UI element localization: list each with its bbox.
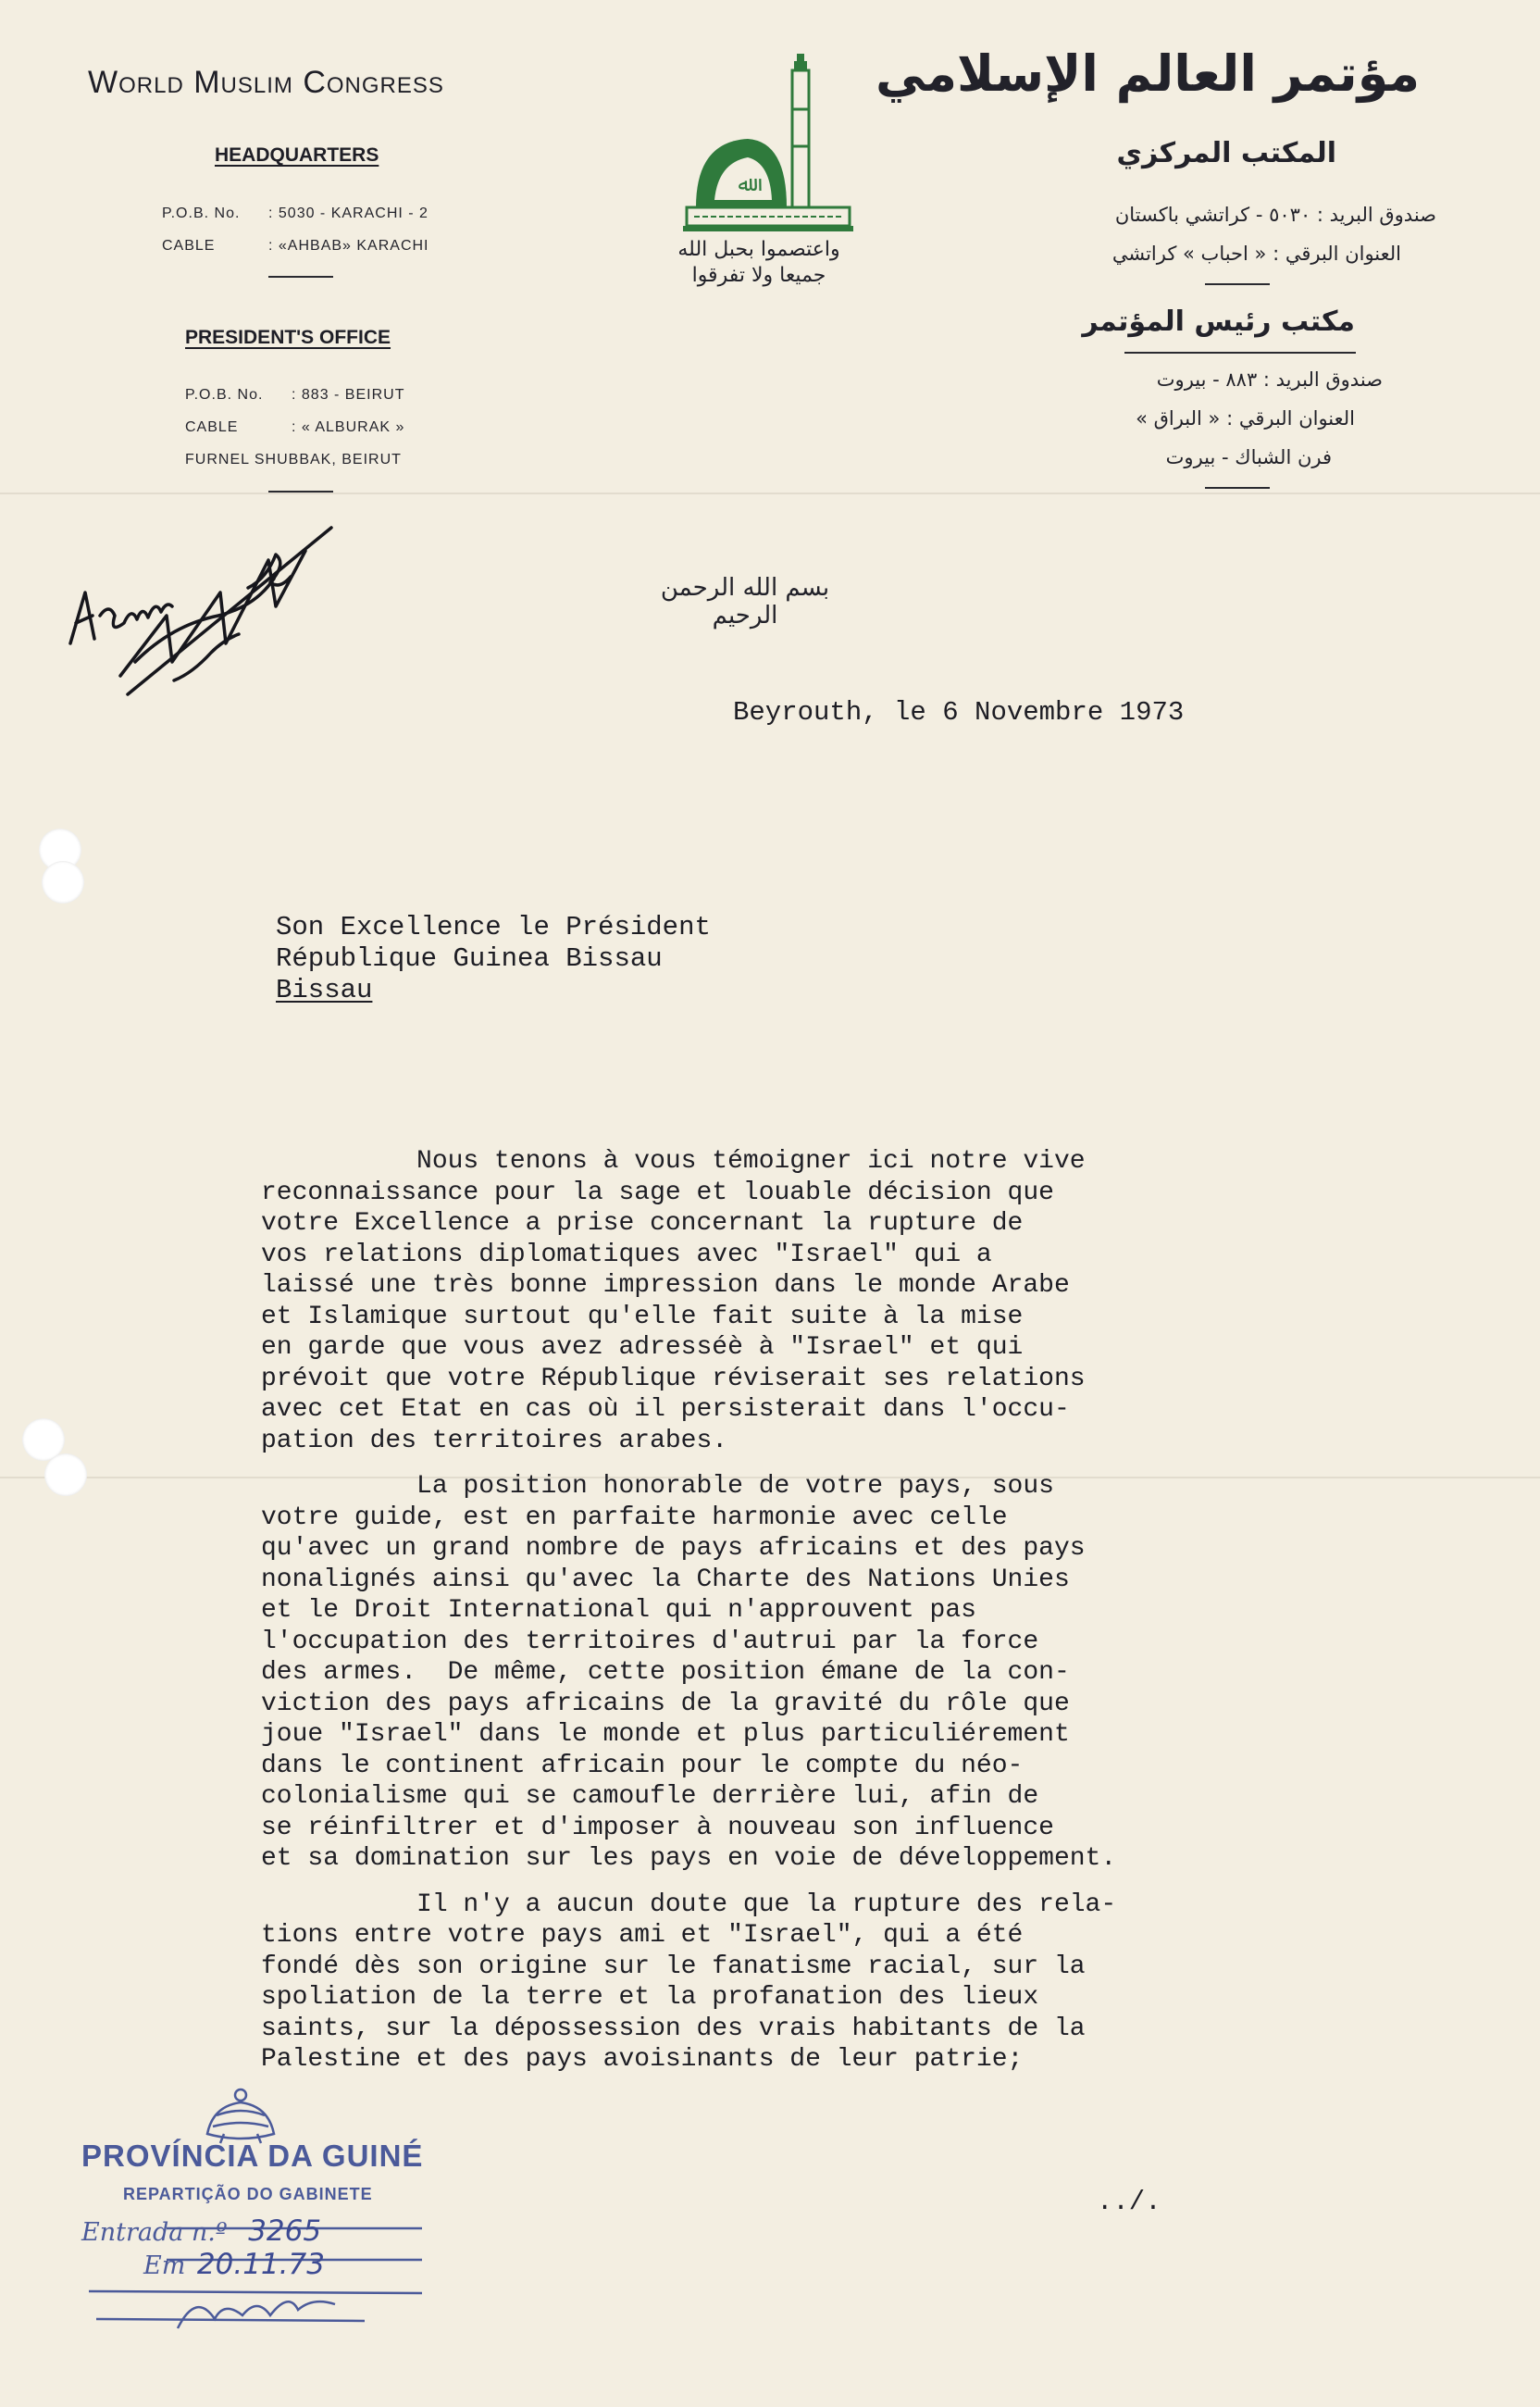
hq-pob-label: P.O.B. No.	[162, 206, 241, 221]
pres-pob-line	[185, 387, 404, 404]
pres-address: FURNEL SHUBBAK, BEIRUT	[185, 452, 402, 468]
pres-pob-value: : 883 - BEIRUT	[292, 387, 405, 403]
recipient-address	[276, 912, 711, 1006]
divider	[1124, 352, 1356, 354]
divider	[1205, 487, 1270, 489]
hq-pob-line	[162, 206, 428, 222]
pres-cable-value: : « ALBURAK »	[292, 419, 405, 435]
pres-cable-label: CABLE	[185, 419, 239, 435]
arabic-headquarters-heading: المكتب المركزي	[1116, 137, 1336, 169]
continuation-mark: ../.	[1097, 2187, 1161, 2217]
punch-hole	[42, 861, 84, 904]
body-paragraph: La position honorable de votre pays, sous votre guide, est en parfaite harmonie avec celle qu'avec un grand nombre de pays africains et des pays nonalignés ainsi qu'avec la Charte des Nations Unies et le Droit International qui n'approuvent pas l'occupation des territoires d'autrui par la force des armes. De même, cette position émane de la con- viction des pays africains de la gravité du rôle que joue "Israel" dans le monde et plus particuliérement dans le continent africain pour le compte du néo- colonialisme qui se camoufle derrière lui, afin de se réinfiltrer et d'imposer à nouveau son influence et sa domination sur les pays en voie de développement.	[261, 1472, 1117, 1873]
recipient-line: République Guinea Bissau	[276, 943, 663, 974]
svg-text:ﷲ: ﷲ	[738, 173, 751, 196]
punch-hole	[44, 1453, 87, 1496]
letter-body	[261, 1146, 1307, 2090]
presidents-office-heading: PRESIDENT'S OFFICE	[185, 327, 391, 348]
stamp-entry-number: 3265	[248, 2214, 322, 2248]
stamp-entry-line	[81, 2214, 321, 2248]
hq-pob-value: : 5030 - KARACHI - 2	[268, 206, 428, 221]
paper-fold-line	[0, 493, 1540, 494]
divider	[268, 276, 333, 278]
basmala-inscription: بسم الله الرحمن الرحيم	[660, 574, 830, 630]
body-paragraph: Il n'y a aucun doute que la rupture des rela- tions entre votre pays ami et "Israel", qui a été fondé dès son origine sur le fanatisme racial, sur la spoliation de la terre et la profanation des lieux saints, sur la dépossession des vrais habitants de la Palestine et des pays avoisinants de leur patrie;	[261, 1889, 1117, 2074]
arabic-pres-cable: العنوان البرقي : « البراق »	[1136, 407, 1355, 430]
hq-cable-line	[162, 238, 429, 255]
arabic-pres-address: فرن الشباك - بيروت	[1165, 446, 1332, 468]
arabic-hq-cable: العنوان البرقي : « احباب » كراتشي	[1112, 243, 1401, 265]
hq-cable-value: : «AHBAB» KARACHI	[268, 238, 429, 254]
hq-cable-label: CABLE	[162, 238, 216, 254]
letter-date: Beyrouth, le 6 Novembre 1973	[733, 697, 1185, 728]
divider	[268, 491, 333, 493]
stamp-date-value: 20.11.73	[196, 2248, 325, 2281]
recipient-line: Son Excellence le Président	[276, 912, 711, 942]
divider	[1205, 283, 1270, 285]
arabic-organization-name: مؤتمر العالم الإسلامي	[875, 44, 1420, 103]
pres-pob-label: P.O.B. No.	[185, 387, 264, 403]
stamp-subtitle: REPARTIÇÃO DO GABINETE	[123, 2185, 373, 2203]
stamp-entry-label: Entrada n.º	[81, 2218, 228, 2247]
headquarters-heading: HEADQUARTERS	[215, 144, 379, 166]
body-paragraph: Nous tenons à vous témoigner ici notre vive reconnaissance pour la sage et louable décision que votre Excellence a prise concernant la rupture de vos relations diplomatiques avec "Israel" qui a laissé une très bonne impression dans le monde Arabe et Islamique surtout qu'elle fait suite à la mise en garde que vous avez adresséè à "Israel" et qui prévoit que votre République réviserait ses relations avec cet Etat en cas où il persisterait dans l'occu- pation des territoires arabes.	[261, 1147, 1086, 1455]
stamp-date-label: Em	[143, 2251, 186, 2280]
emblem-motto: واعتصموا بحبل الله جميعا ولا تفرقوا	[677, 238, 840, 287]
arabic-pres-pob: صندوق البريد : ٨٨٣ - بيروت	[1156, 368, 1383, 391]
stamp-date-line	[143, 2248, 325, 2281]
arabic-hq-pob: صندوق البريد : ٥٠٣٠ - كراتشي باكستان	[1114, 204, 1436, 226]
handwritten-signature	[63, 505, 341, 717]
pres-cable-line	[185, 419, 404, 436]
organization-name: World Muslim Congress	[88, 65, 444, 100]
stamp-title: PROVÍNCIA DA GUINÉ	[81, 2139, 424, 2173]
recipient-city: Bissau	[276, 975, 373, 1005]
arabic-presidents-office-heading: مكتب رئيس المؤتمر	[1082, 306, 1355, 338]
